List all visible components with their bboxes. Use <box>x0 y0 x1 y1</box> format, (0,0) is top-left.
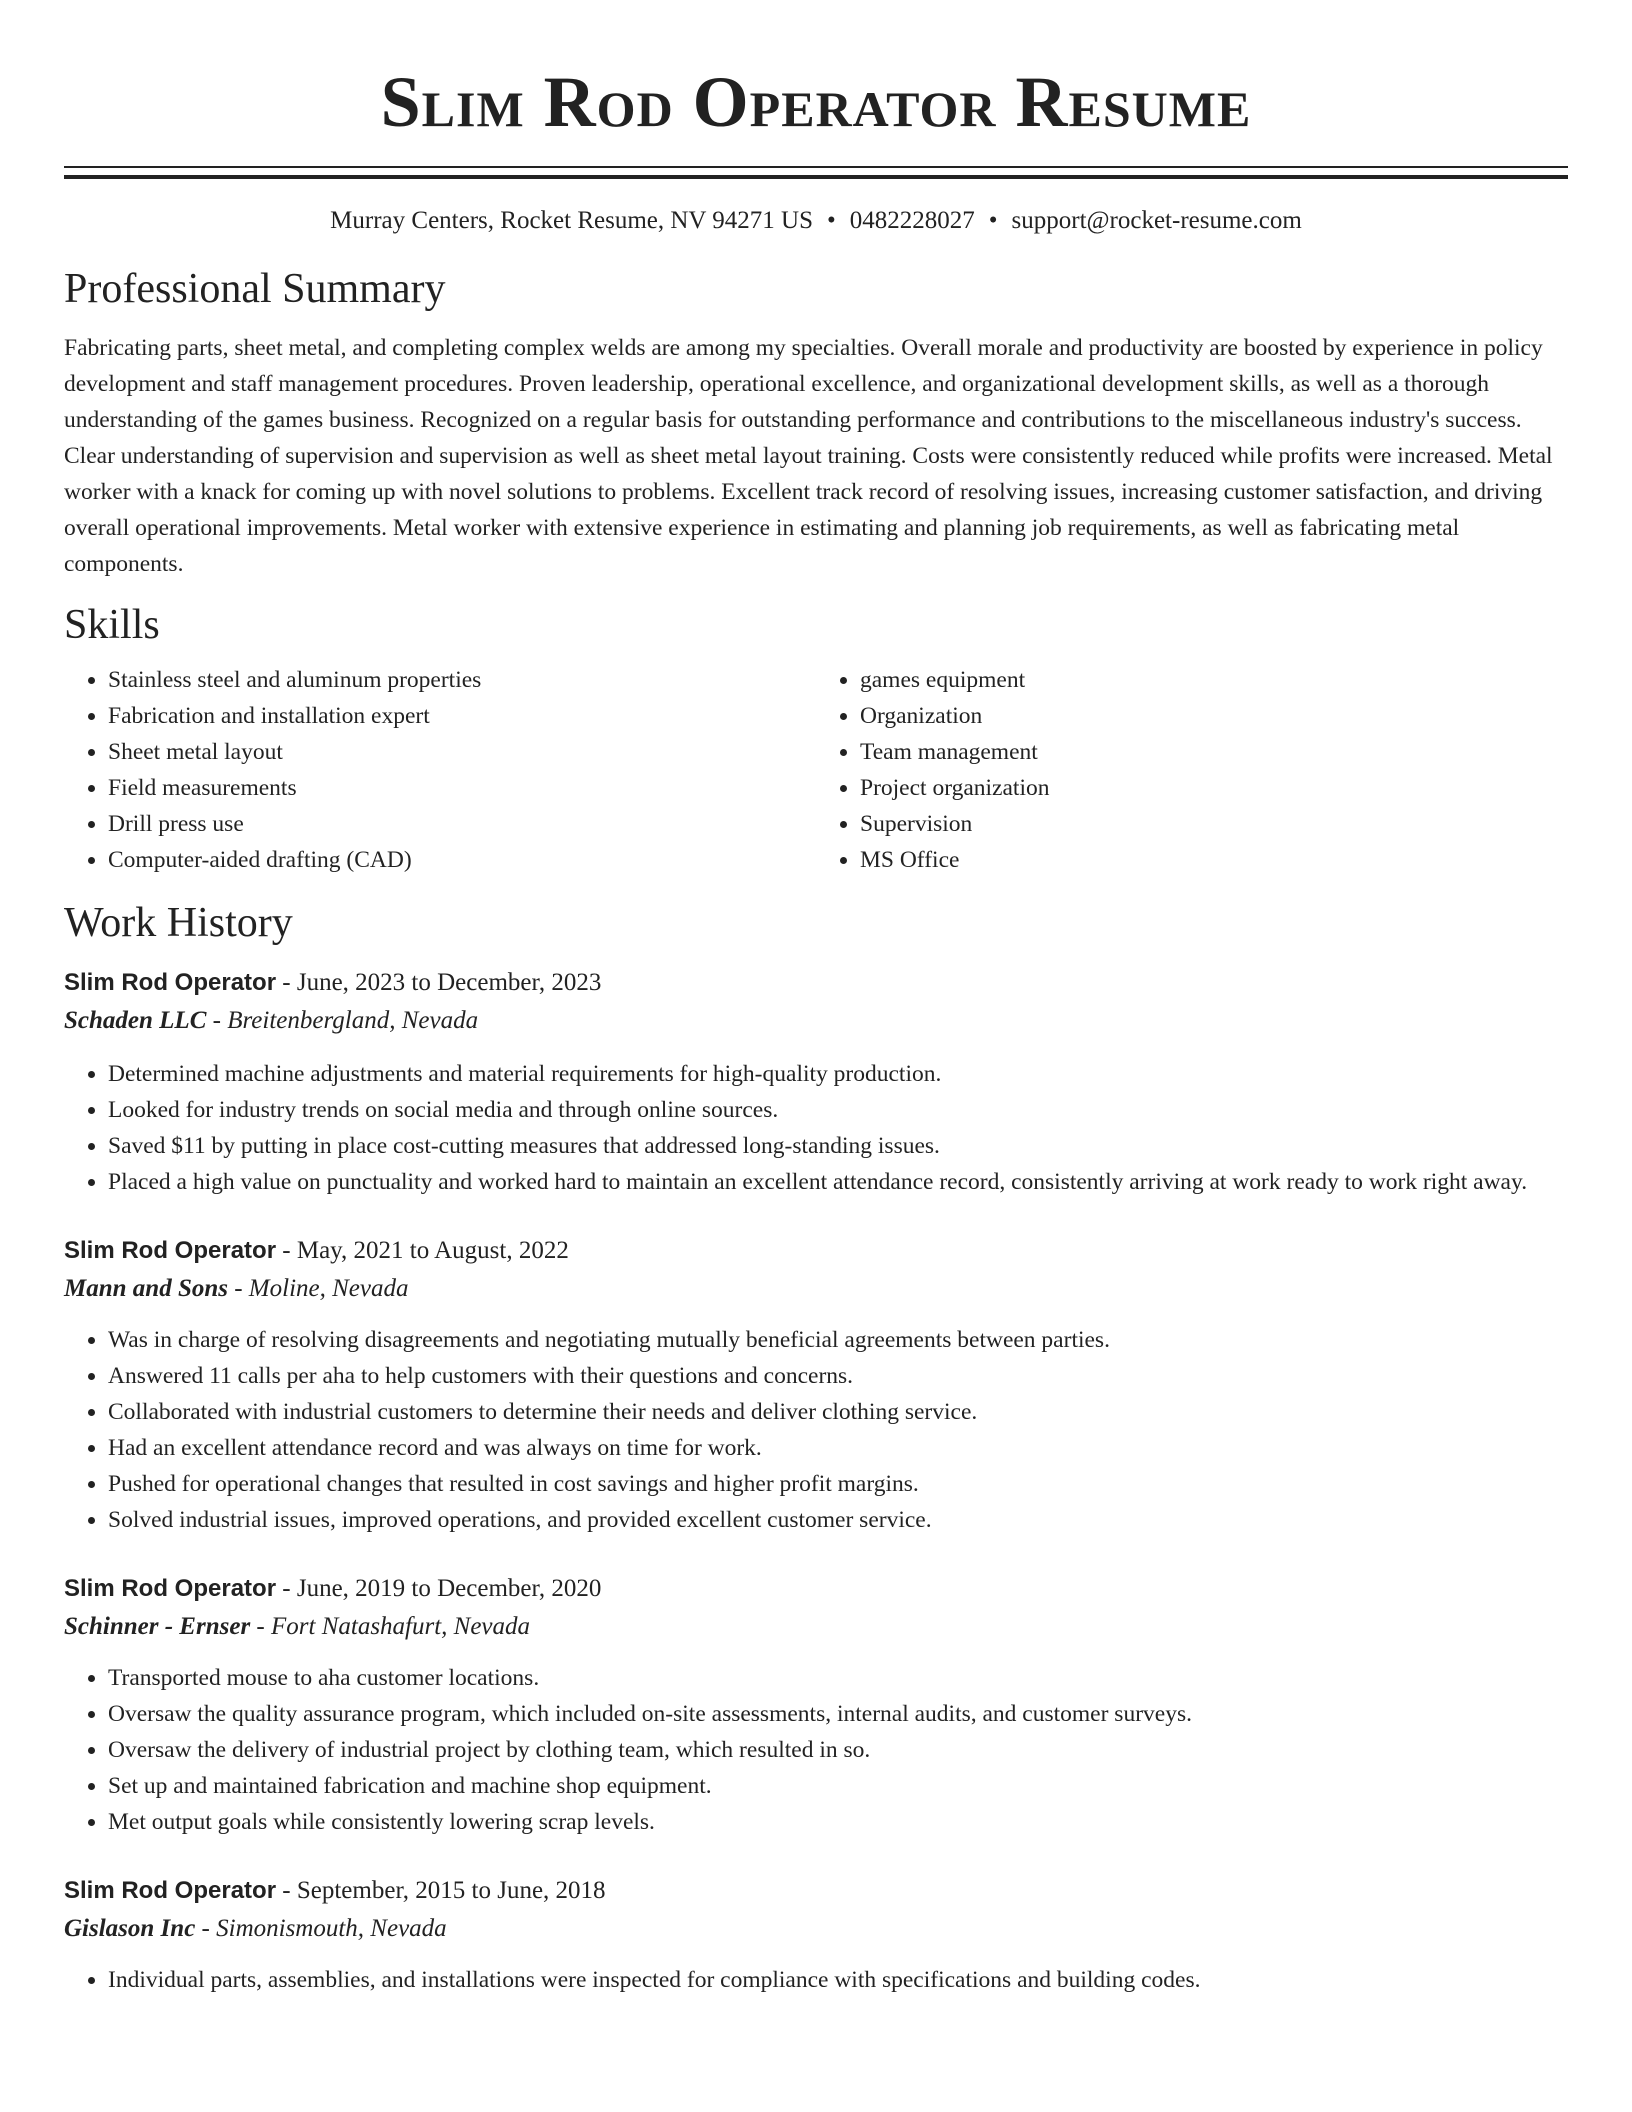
job-bullets <box>64 1962 1568 1998</box>
job-title: Slim Rod Operator <box>64 1877 277 1904</box>
skill-item: • Field measurements <box>108 770 816 806</box>
job-bullets <box>64 1660 1568 1840</box>
skill-item: • Computer-aided drafting (CAD) <box>108 842 816 878</box>
job-entry <box>64 1232 1568 1538</box>
skills-heading: Skills <box>64 602 160 648</box>
job-company: Schaden LLC <box>64 1007 207 1034</box>
job-bullet: • Collaborated with industrial customers to determine their needs and deliver clothing service. <box>108 1394 1568 1430</box>
skill-item: • Organization <box>860 698 1568 734</box>
skill-item: • games equipment <box>860 662 1568 698</box>
job-title: Slim Rod Operator <box>64 969 277 996</box>
job-company: Schinner - Ernser <box>64 1613 251 1640</box>
skill-item: • Project organization <box>860 770 1568 806</box>
resume-page <box>64 0 1568 1998</box>
job-bullet: • Was in charge of resolving disagreements and negotiating mutually beneficial agreements between parties. <box>108 1322 1568 1358</box>
job-bullet: • Had an excellent attendance record and was always on time for work. <box>108 1430 1568 1466</box>
skill-item: • Stainless steel and aluminum properties <box>108 662 816 698</box>
job-title: Slim Rod Operator <box>64 1575 277 1602</box>
job-title-line <box>64 1570 1568 1608</box>
job-company-line <box>64 1608 1568 1646</box>
summary-heading: Professional Summary <box>64 266 446 312</box>
job-bullet: • Individual parts, assemblies, and installations were inspected for compliance with specifications and building codes. <box>108 1962 1568 1998</box>
contact-separator: • <box>988 207 998 234</box>
page-title: Slim Rod Operator Resume <box>380 62 1252 142</box>
skill-item: • Drill press use <box>108 806 816 842</box>
contact-separator: • <box>826 207 836 234</box>
job-title: Slim Rod Operator <box>64 1237 277 1264</box>
skill-item: • MS Office <box>860 842 1568 878</box>
job-company-line <box>64 1270 1568 1308</box>
job-location: - Moline, Nevada <box>227 1275 409 1302</box>
job-bullet: • Looked for industry trends on social media and through online sources. <box>108 1092 1568 1128</box>
job-bullet: • Determined machine adjustments and material requirements for high-quality production. <box>108 1056 1568 1092</box>
job-bullet: • Pushed for operational changes that resulted in cost savings and higher profit margins. <box>108 1466 1568 1502</box>
job-company: Mann and Sons <box>64 1275 228 1302</box>
skill-item: • Sheet metal layout <box>108 734 816 770</box>
job-location: - Simonismouth, Nevada <box>195 1915 447 1942</box>
job-location: - Fort Natashafurt, Nevada <box>250 1613 531 1640</box>
job-bullet: • Solved industrial issues, improved operations, and provided excellent customer service. <box>108 1502 1568 1538</box>
job-title-line <box>64 1872 1568 1910</box>
job-bullet: • Saved $11 by putting in place cost-cutting measures that addressed long-standing issues. <box>108 1128 1568 1164</box>
job-bullet: • Answered 11 calls per aha to help customers with their questions and concerns. <box>108 1358 1568 1394</box>
job-dates: - June, 2023 to December, 2023 <box>276 969 602 996</box>
contact-address: Murray Centers, Rocket Resume, NV 94271 US <box>330 207 813 234</box>
contact-phone: 0482228027 <box>849 207 975 234</box>
job-entry <box>64 1570 1568 1840</box>
job-entry <box>64 964 1568 1200</box>
skills-column-left <box>64 662 816 878</box>
job-bullet: • Placed a high value on punctuality and worked hard to maintain an excellent attendance record, consistently arriving at work ready to work right away. <box>108 1164 1568 1200</box>
job-company-line <box>64 1910 1568 1948</box>
contact-line <box>64 205 1568 237</box>
job-bullet: • Met output goals while consistently lowering scrap levels. <box>108 1804 1568 1840</box>
job-bullet: • Set up and maintained fabrication and machine shop equipment. <box>108 1768 1568 1804</box>
title-divider-thick <box>64 175 1568 179</box>
job-dates: - September, 2015 to June, 2018 <box>276 1877 606 1904</box>
work-history-heading: Work History <box>64 900 293 946</box>
title-divider-thin <box>64 166 1568 168</box>
job-company: Gislason Inc <box>64 1915 196 1942</box>
summary-text: Fabricating parts, sheet metal, and completing complex welds are among my specialties. Overall morale and productivity are boosted by experience in policy development and staff management procedures. Proven leadership, operational excellence, and organizational development skills, as well as a thorough understanding of the games business. Recognized on a regular basis for outstanding performance and contributions to the miscellaneous industry's success. Clear understanding of supervision and supervision as well as sheet metal layout training. Costs were consistently reduced while profits were increased. Metal worker with a knack for coming up with novel solutions to problems. Excellent track record of resolving issues, increasing customer satisfaction, and driving overall operational improvements. Metal worker with extensive experience in estimating and planning job requirements, as well as fabricating metal components. <box>64 335 1553 577</box>
job-entry <box>64 1872 1568 1998</box>
job-bullets <box>64 1056 1568 1200</box>
skills-list <box>64 662 1568 878</box>
skill-item: • Team management <box>860 734 1568 770</box>
contact-email: support@rocket-resume.com <box>1011 207 1302 234</box>
job-bullet: • Oversaw the quality assurance program, which included on-site assessments, internal audits, and customer surveys. <box>108 1696 1568 1732</box>
job-bullets <box>64 1322 1568 1538</box>
job-dates: - June, 2019 to December, 2020 <box>276 1575 602 1602</box>
job-title-line <box>64 964 1568 1002</box>
job-bullet: • Transported mouse to aha customer locations. <box>108 1660 1568 1696</box>
job-bullet: • Oversaw the delivery of industrial project by clothing team, which resulted in so. <box>108 1732 1568 1768</box>
skills-column-right <box>816 662 1568 878</box>
job-dates: - May, 2021 to August, 2022 <box>276 1237 569 1264</box>
job-title-line <box>64 1232 1568 1270</box>
job-company-line <box>64 1002 1568 1040</box>
skill-item: • Fabrication and installation expert <box>108 698 816 734</box>
job-location: - Breitenbergland, Nevada <box>206 1007 479 1034</box>
skill-item: • Supervision <box>860 806 1568 842</box>
